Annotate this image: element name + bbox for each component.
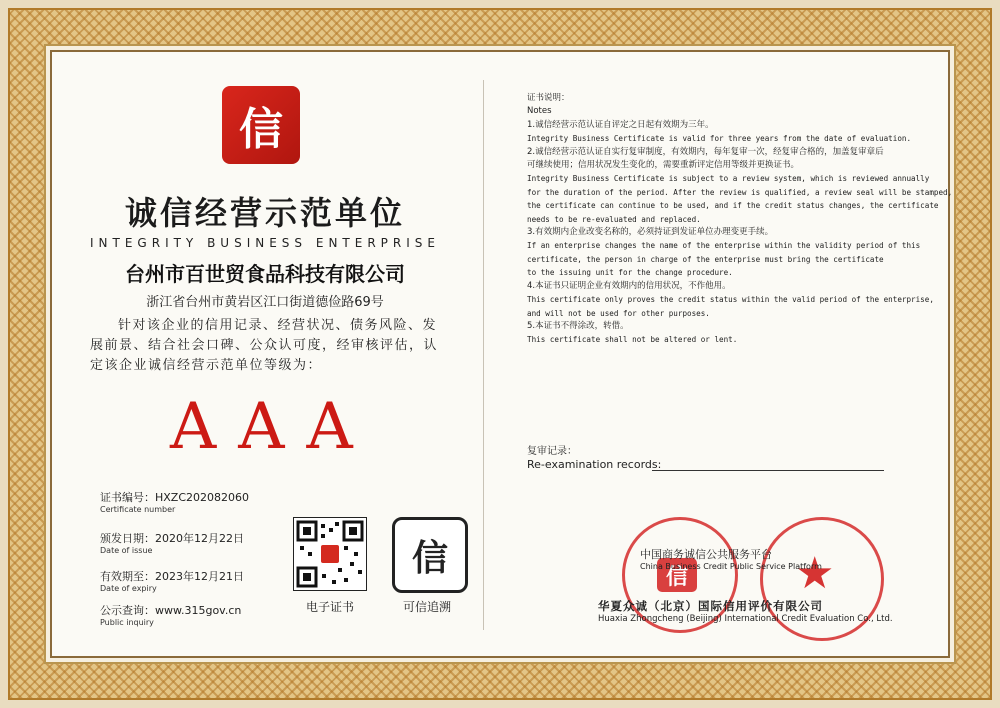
grade-rating: AAA	[170, 390, 375, 464]
integrity-logo-icon: 信	[222, 86, 300, 164]
reexam-label-cn: 复审记录：	[527, 446, 577, 457]
notes-section	[527, 92, 953, 347]
platform-name-en: China Business Credit Public Service Platform	[640, 562, 822, 571]
notes-line: This certificate shall not be altered or lent.	[527, 335, 738, 345]
notes-line: 5.本证书不得涂改，转借。	[527, 320, 629, 331]
notes-line: This certificate only proves the credit status within the valid period of the enterprise,	[527, 295, 934, 305]
certification-statement: 针对该企业的信用记录、经营状况、债务风险、发展前景、结合社会口碑、公众认可度，经审核评估，认定该企业诚信经营示范单位等级为：	[90, 318, 439, 373]
notes-line: to the issuing unit for the change procedure.	[527, 268, 733, 278]
notes-line: Integrity Business Certificate is valid for three years from the date of evaluation.	[527, 134, 912, 144]
trace-logo-icon[interactable]: 信	[392, 517, 468, 593]
notes-line: 4.本证书只证明企业有效期内的信用状况，不作他用。	[527, 280, 731, 291]
public-inquiry: 公示查询：www.315gov.cn Public inquiry	[100, 604, 242, 627]
platform-name-cn: 中国商务诚信公共服务平台	[640, 548, 772, 561]
notes-line: Integrity Business Certificate is subject to a review system, which is reviewed annually	[527, 174, 930, 184]
company-address: 浙江省台州市黄岩区江口街道德俭路69号	[146, 295, 384, 310]
notes-heading-en: Notes	[527, 106, 552, 117]
expiry-date: 有效期至：2023年12月21日 Date of expiry	[100, 570, 244, 593]
center-divider	[483, 80, 484, 630]
notes-line: 2.诚信经营示范认证自实行复审制度，有效期内，每年复审一次，经复审合格的，加盖复审章后	[527, 146, 884, 157]
reexam-signature-line	[652, 470, 884, 471]
title-chinese: 诚信经营示范单位	[124, 194, 405, 232]
notes-line: for the duration of the period. After the review is qualified, a review seal will be stamped,	[527, 187, 953, 197]
star-icon: ★	[795, 548, 835, 599]
title-english: INTEGRITY BUSINESS ENTERPRISE	[90, 236, 440, 250]
issue-date: 颁发日期：2020年12月22日 Date of issue	[100, 532, 244, 555]
notes-line: 3.有效期内企业改变名称的，必须持证到发证单位办理变更手续。	[527, 227, 774, 238]
notes-line: certificate, the person in charge of the enterprise must bring the certificate	[527, 254, 884, 264]
company-name: 台州市百世贸食品科技有限公司	[125, 262, 405, 286]
issuer-name-cn: 华夏众诚（北京）国际信用评价有限公司	[598, 599, 823, 613]
notes-line: 可继续使用；信用状况发生变化的，需要重新评定信用等级并更换证书。	[527, 160, 800, 171]
cert-number: 证书编号：HXZC202082060 Certificate number	[100, 491, 250, 514]
issuer-name-en: Huaxia Zhongcheng (Beijing) International Credit Evaluation Co., Ltd.	[598, 614, 893, 624]
notes-line: and will not be used for other purposes.	[527, 308, 710, 318]
notes-line: If an enterprise changes the name of the enterprise within the validity period of this	[527, 241, 921, 251]
notes-line: 1.诚信经营示范认证自评定之日起有效期为三年。	[527, 119, 714, 130]
reexam-label-en: Re-examination records:	[527, 458, 662, 471]
qr-code-icon[interactable]	[293, 517, 367, 591]
notes-line: the certificate can continue to be used, and if the credit status changes, the certificate	[527, 201, 939, 211]
trace-label: 可信追溯	[402, 600, 451, 614]
notes-line: needs to be re-evaluated and replaced.	[527, 214, 701, 224]
qr-label: 电子证书	[305, 600, 354, 614]
notes-heading-cn: 证书说明：	[527, 93, 570, 103]
seal-logo-icon: 信	[657, 558, 697, 592]
